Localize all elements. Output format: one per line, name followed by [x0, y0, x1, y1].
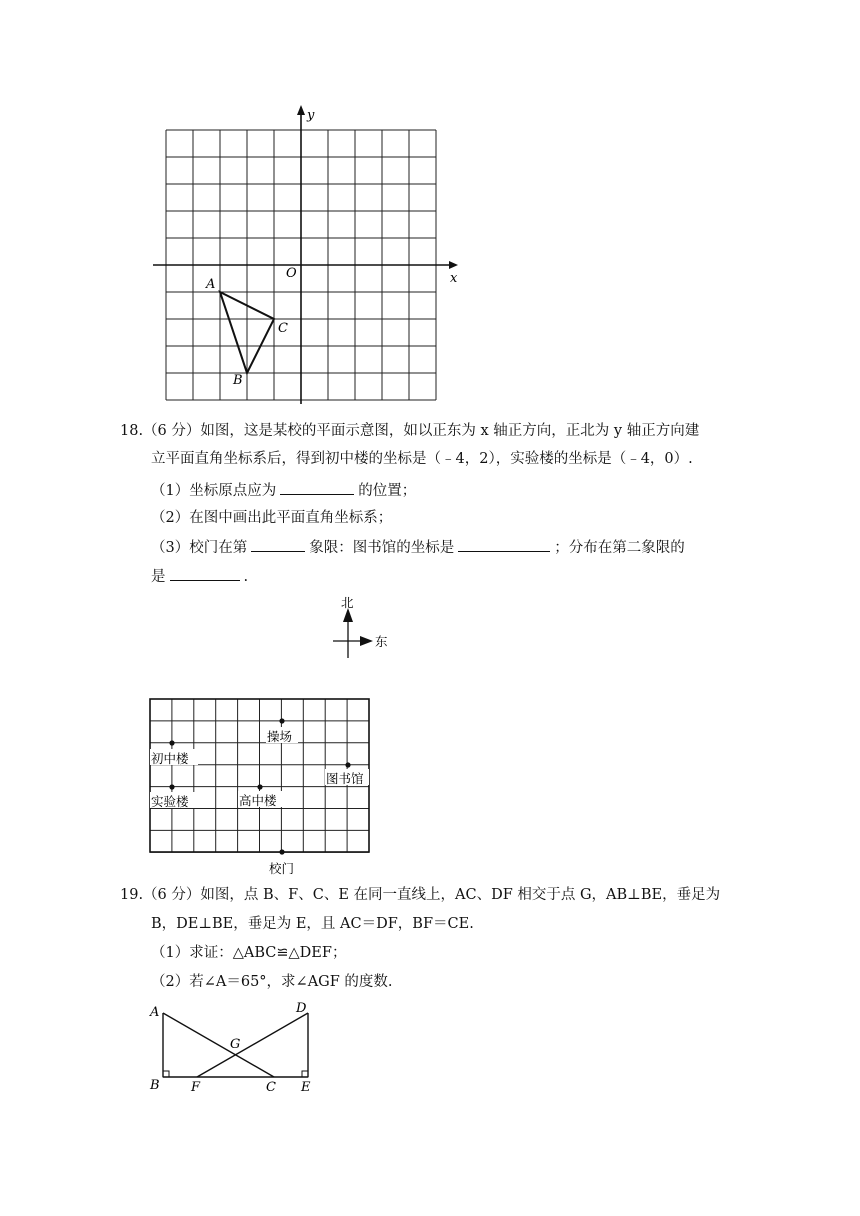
playground-dot — [279, 718, 284, 723]
q18-part3-line2-prefix: 是 — [151, 569, 166, 585]
y-axis-arrow — [297, 105, 305, 115]
origin-label: O — [286, 266, 297, 281]
q18-part3-blank3 — [170, 566, 240, 581]
library-dot — [345, 762, 350, 767]
label-f: F — [191, 1080, 201, 1095]
q18-part1-prefix: （1）坐标原点应为 — [151, 483, 277, 499]
point-a-label: A — [206, 277, 216, 292]
q18-part3 — [151, 537, 685, 558]
senior-building-dot — [257, 784, 262, 789]
compass-north-label: 北 — [341, 595, 354, 610]
junior-building-dot — [169, 740, 174, 745]
compass — [320, 592, 400, 662]
segment-ac — [163, 1013, 274, 1077]
q18-part1 — [151, 480, 416, 501]
gate-dot — [279, 849, 284, 854]
q18-part3-middle: 象限：图书馆的坐标是 — [309, 540, 455, 556]
junior-building-label: 初中楼 — [151, 751, 189, 766]
point-c-label: C — [278, 321, 288, 336]
east-arrow-icon — [360, 636, 373, 646]
library-label: 图书馆 — [326, 771, 364, 786]
x-axis-arrow — [449, 261, 458, 269]
lab-building-label: 实验楼 — [151, 794, 189, 809]
senior-building-label: 高中楼 — [239, 793, 277, 808]
coordinate-grid-figure — [0, 0, 860, 410]
q18-part3-blank1 — [251, 537, 305, 552]
point-b-label: B — [233, 373, 243, 388]
segment-df — [197, 1013, 308, 1077]
gate-label: 校门 — [269, 861, 295, 876]
q18-header: 18.（6 分）如图，这是某校的平面示意图，如以正东为 x 轴正方向，正北为 y 轴正方向建 — [120, 423, 700, 439]
right-angle-mark-e — [302, 1071, 308, 1077]
q18-part3-prefix: （3）校门在第 — [151, 540, 248, 556]
q18-part3-suffix: ；分布在第二象限的 — [554, 540, 685, 556]
y-axis-label: y — [307, 108, 315, 123]
label-a: A — [150, 1005, 160, 1020]
q18-line2: 立平面直角坐标系后，得到初中楼的坐标是（﹣4，2），实验楼的坐标是（﹣4，0）. — [151, 451, 693, 467]
q19-line2: B，DE⊥BE，垂足为 E，且 AC＝DF，BF＝CE. — [151, 916, 474, 932]
lab-building-dot — [169, 784, 174, 789]
right-angle-mark-b — [163, 1071, 169, 1077]
q18-part3-line2-suffix: . — [243, 569, 249, 585]
q18-part3-blank2 — [458, 537, 550, 552]
q18-part1-suffix: 的位置； — [358, 483, 417, 499]
label-b: B — [150, 1078, 160, 1093]
label-g: G — [230, 1037, 241, 1052]
q19-part1: （1）求证：△ABC≌△DEF； — [151, 945, 347, 961]
q18-part3-line2 — [151, 566, 248, 587]
q18-part2: （2）在图中画出此平面直角坐标系； — [151, 510, 393, 526]
x-axis-label: x — [450, 271, 458, 286]
label-e: E — [301, 1080, 311, 1095]
q19-header: 19.（6 分）如图，点 B、F、C、E 在同一直线上，AC、DF 相交于点 G，AB⊥BE，垂足为 — [120, 887, 721, 903]
geometry-figure — [0, 995, 860, 1105]
playground-label: 操场 — [267, 729, 293, 744]
label-d: D — [296, 1001, 307, 1016]
label-c: C — [266, 1080, 276, 1095]
north-arrow-icon — [343, 608, 353, 622]
compass-east-label: 东 — [375, 634, 388, 649]
q18-part1-blank — [280, 480, 354, 495]
school-map-figure — [0, 690, 860, 880]
q19-part2: （2）若∠A＝65°，求∠AGF 的度数. — [151, 974, 393, 990]
